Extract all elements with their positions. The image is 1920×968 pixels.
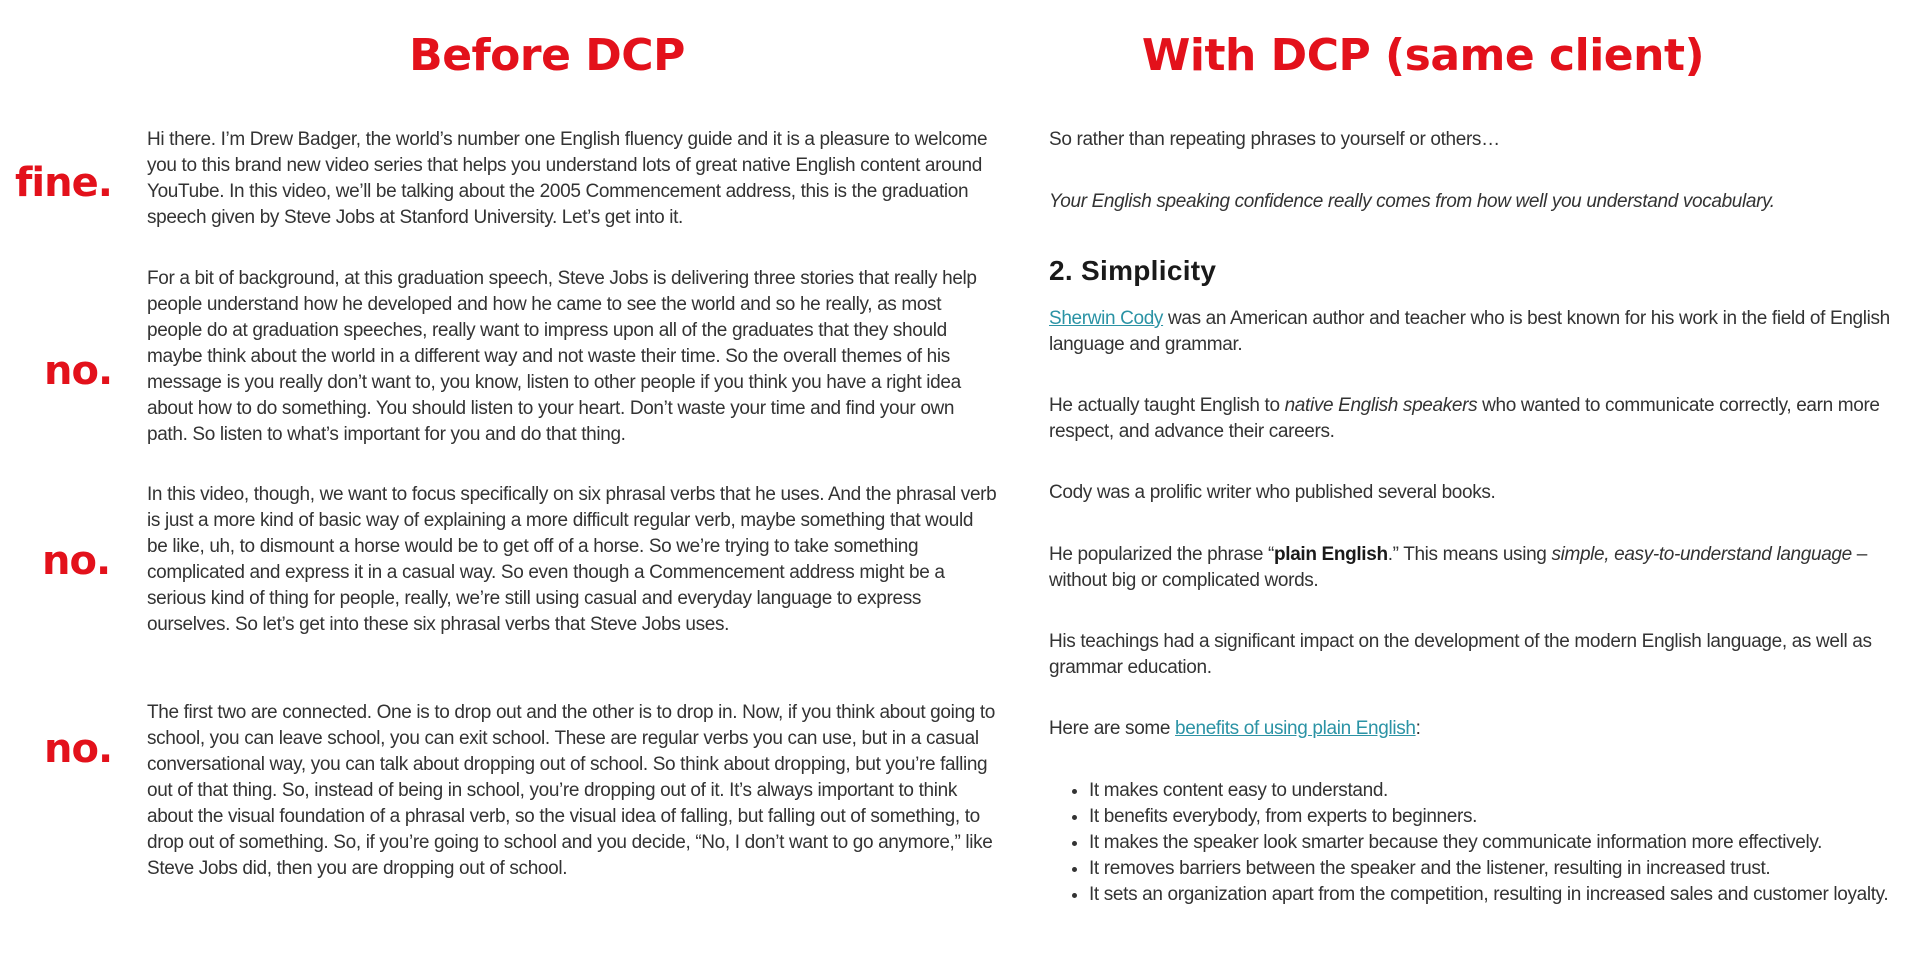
list-item: • It sets an organization apart from the competition, resulting in increased sales and customer loyalty. (1089, 882, 1919, 908)
paragraph-text: He popularized the phrase “ (1049, 544, 1275, 565)
paragraph-text: – without big or complicated words. (1049, 544, 1867, 591)
paragraph-sherwin-cody (1049, 306, 1909, 358)
list-item: • It makes content easy to understand. (1089, 778, 1919, 804)
after-quote: Your English speaking confidence really comes from how well you understand vocabulary. (1049, 191, 1775, 212)
verdict-label-no-3: no. (44, 726, 113, 772)
before-paragraph-1: Hi there. I’m Drew Badger, the world’s number one English fluency guide and it is a pleasure to welcome you to this brand new video series that helps you understand lots of great native English content around YouTube. In this video, we’ll be talking about the 2005 Commencement address, this is the graduation speech given by Steve Jobs at Stanford University. Let’s get into it. (147, 129, 988, 228)
verdict-label-no-2: no. (42, 538, 111, 584)
after-intro: So rather than repeating phrases to yourself or others… (1049, 129, 1500, 150)
verdict-label-fine: fine. (15, 160, 112, 206)
paragraph-prolific: Cody was a prolific writer who published several books. (1049, 482, 1496, 503)
paragraph-text: : (1415, 718, 1421, 739)
benefits-link[interactable]: benefits of using plain English (1175, 718, 1416, 739)
list-item: • It makes the speaker look smarter because they communicate information more effectively. (1089, 830, 1919, 856)
before-paragraph-3: In this video, though, we want to focus specifically on six phrasal verbs that he uses. And the phrasal verb is just a more kind of basic way of explaining a more difficult regular verb, maybe something that would be like, uh, to dismount a horse would be to get off of a horse. So we’re trying to take something complicated and express it in a casual way. So even though a Commencement address might be a serious kind of thing for people, really, we’re still using casual and everyday language to express ourselves. So let’s get into these six phrasal verbs that Steve Jobs uses. (147, 484, 997, 635)
paragraph-impact: His teachings had a significant impact on the development of the modern English language, as well as grammar education. (1049, 631, 1872, 678)
paragraph-benefits-intro (1049, 716, 1909, 742)
paragraph-text: was an American author and teacher who is best known for his work in the field of English language and grammar. (1049, 308, 1890, 355)
paragraph-text: who wanted to communicate correctly, earn more respect, and advance their careers. (1049, 395, 1880, 442)
paragraph-text: .” This means using (1387, 544, 1552, 565)
paragraph-plain-english (1049, 542, 1909, 594)
section-heading: 2. Simplicity (1049, 255, 1217, 286)
paragraph-text: Here are some (1049, 718, 1176, 739)
paragraph-text: He actually taught English to (1049, 395, 1285, 416)
verdict-label-no-1: no. (44, 348, 113, 394)
emphasis-text: native English speakers (1284, 395, 1478, 416)
list-item: • It benefits everybody, from experts to beginners. (1089, 804, 1919, 830)
before-paragraph-2: For a bit of background, at this graduation speech, Steve Jobs is delivering three stories that really help people understand how he developed and how he came to see the world and so he really, as most people do at graduation speeches, really want to impress upon all of the graduates that they should maybe think about the world in a different way and not waste their time. So the overall themes of his message is you really don’t want to, you know, listen to other people if you think you have a right idea about how to do something. You should listen to your heart. Don’t waste your time and find your own path. So listen to what’s important for you and do that thing. (147, 268, 977, 445)
emphasis-text: simple, easy-to-understand language (1551, 544, 1852, 565)
benefits-list (1049, 778, 1919, 908)
paragraph-taught (1049, 393, 1909, 445)
with-dcp-header: With DCP (same client) (1141, 30, 1705, 81)
sherwin-cody-link[interactable]: Sherwin Cody (1049, 308, 1164, 329)
before-dcp-header: Before DCP (409, 30, 685, 81)
before-paragraph-4: The first two are connected. One is to drop out and the other is to drop in. Now, if you think about going to school, you can leave school, you can exit school. These are regular verbs you can use, but in a casual conversational way, you can talk about dropping out of school. So think about dropping, but you’re falling out of that thing. So, instead of being in school, you’re dropping out of it. It’s always important to think about the visual foundation of a phrasal verb, so the visual idea of falling, but falling out of something, to drop out of something. So, if you’re going to school and you decide, “No, I don’t want to go anymore,” like Steve Jobs did, then you are dropping out of school. (147, 702, 995, 879)
list-item: • It removes barriers between the speaker and the listener, resulting in increased trust. (1089, 856, 1919, 882)
bold-text: plain English (1274, 544, 1388, 565)
